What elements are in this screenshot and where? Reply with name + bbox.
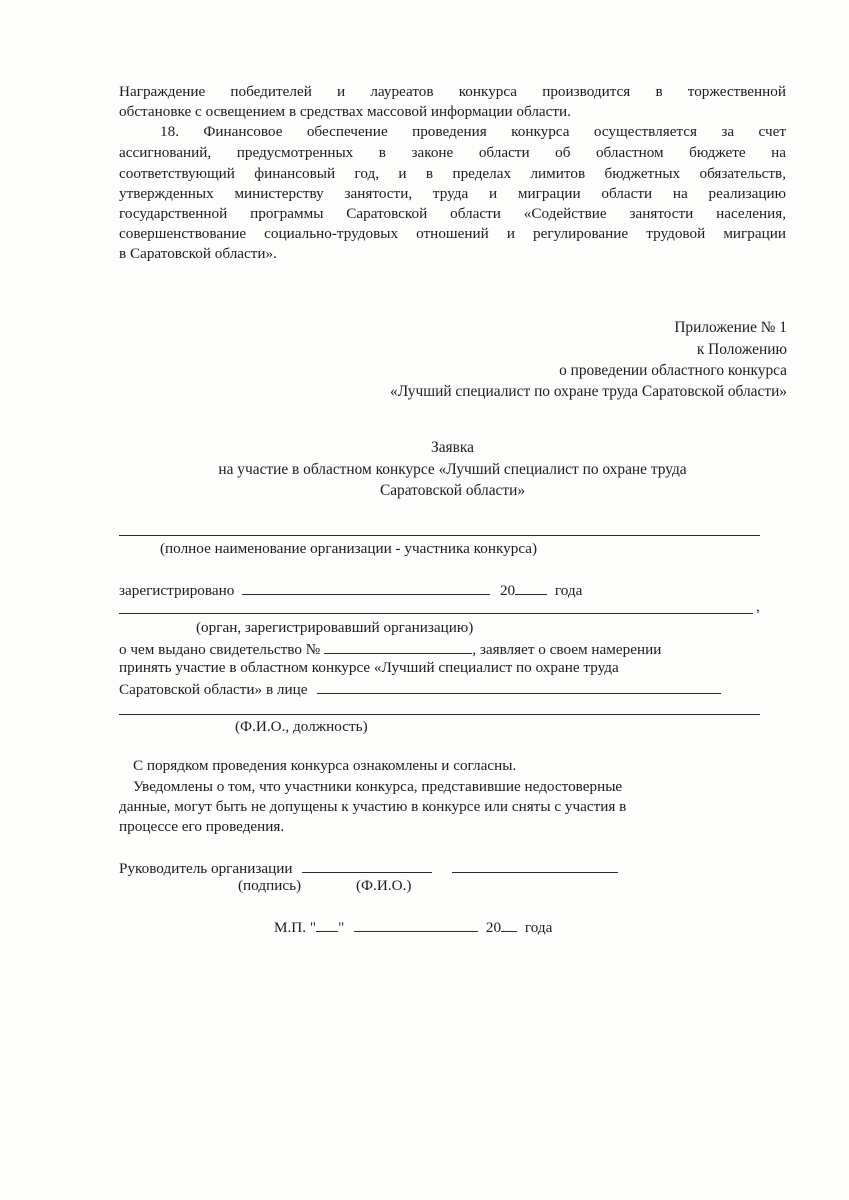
name-caption: (Ф.И.О.) <box>356 877 412 894</box>
org-name-field[interactable] <box>119 535 760 536</box>
appendix-ref: о проведении областного конкурса <box>559 362 787 379</box>
application-subtitle: Саратовской области» <box>379 482 526 499</box>
paragraph-line: утвержденных министерству занятости, труда и миграции области на реализацию <box>119 185 786 202</box>
notice-line: данные, могут быть не допущены к участию в конкурсе или сняты с участия в <box>119 798 627 815</box>
stamp-month-field[interactable] <box>354 916 478 932</box>
appendix-ref: к Положению <box>696 341 787 358</box>
paragraph-line: в Саратовской области». <box>119 245 277 262</box>
stamp-label: М.П. " <box>274 919 317 936</box>
authority-comma: , <box>756 598 760 615</box>
stamp-year-prefix: 20 <box>485 919 502 936</box>
paragraph-line: 18. Финансовое обеспечение проведения конкурса осуществляется за счет <box>160 123 786 140</box>
registration-date-field[interactable] <box>242 579 490 595</box>
participate-line: принять участие в областном конкурсе «Лучший специалист по охране труда <box>119 659 619 676</box>
paragraph-line: обстановке с освещением в средствах массовой информации области. <box>119 103 571 120</box>
authority-field[interactable] <box>119 613 753 614</box>
authority-caption: (орган, зарегистрировавший организацию) <box>196 619 474 636</box>
head-name-field[interactable] <box>452 857 618 873</box>
paragraph-line: соответствующий финансовый год, и в пределах лимитов бюджетных обязательств, <box>119 165 786 182</box>
agreed-statement: С порядком проведения конкурса ознакомлены и согласны. <box>133 757 517 774</box>
signature-field[interactable] <box>302 857 432 873</box>
stamp-year-suffix: года <box>524 919 553 936</box>
paragraph-line: ассигнований, предусмотренных в законе области об областном бюджете на <box>119 144 786 161</box>
represented-label: Саратовской области» в лице <box>119 681 308 698</box>
certificate-number-field[interactable] <box>324 638 472 654</box>
stamp-quote: " <box>338 919 345 936</box>
stamp-date-row <box>274 916 552 938</box>
year-prefix: 20 <box>499 582 516 599</box>
certificate-suffix: , заявляет о своем намерении <box>472 641 662 658</box>
paragraph-line: совершенствование социально-трудовых отношений и регулирование трудовой миграции <box>119 225 786 242</box>
registration-row <box>119 579 582 601</box>
paragraph-line: Награждение победителей и лауреатов конкурса производится в торжественной <box>119 83 786 100</box>
signature-caption: (подпись) <box>238 877 302 894</box>
appendix-ref: «Лучший специалист по охране труда Саратовской области» <box>390 383 787 400</box>
stamp-day-field[interactable] <box>316 916 338 932</box>
registered-label: зарегистрировано <box>119 582 235 599</box>
stamp-year-field[interactable] <box>501 916 517 932</box>
fio-caption: (Ф.И.О., должность) <box>235 718 368 735</box>
represented-row <box>119 678 721 700</box>
application-title: Заявка <box>431 439 474 456</box>
representative-field[interactable] <box>317 678 721 694</box>
registration-year-field[interactable] <box>515 579 547 595</box>
fio-position-field[interactable] <box>119 714 760 715</box>
org-name-caption: (полное наименование организации - участника конкурса) <box>160 540 538 557</box>
appendix-number: Приложение № 1 <box>674 319 787 336</box>
notice-line: Уведомлены о том, что участники конкурса, представившие недостоверные <box>133 778 623 795</box>
head-label: Руководитель организации <box>119 860 293 877</box>
notice-line: процессе его проведения. <box>119 818 285 835</box>
year-suffix: года <box>554 582 583 599</box>
certificate-row <box>119 638 661 660</box>
paragraph-line: государственной программы Саратовской области «Содействие занятости населения, <box>119 205 786 222</box>
application-subtitle: на участие в областном конкурсе «Лучший специалист по охране труда <box>218 461 687 478</box>
certificate-label: о чем выдано свидетельство № <box>119 641 321 658</box>
